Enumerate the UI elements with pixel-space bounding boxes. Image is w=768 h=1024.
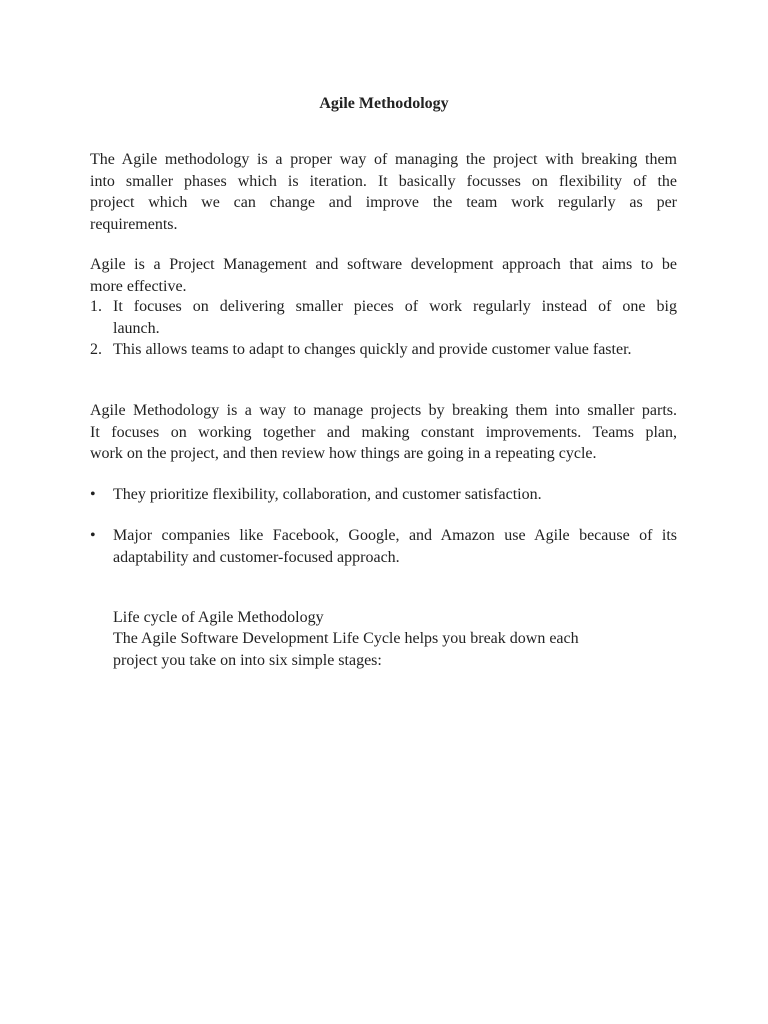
bullet-line: adaptability and customer-focused approach. xyxy=(113,548,400,566)
list-item xyxy=(90,296,677,339)
paragraph-line: work on the project, and then review how things are going in a repeating cycle. xyxy=(90,445,597,463)
definition-paragraph xyxy=(90,254,677,297)
paragraph-line: It focuses on working together and making constant improvements. Teams plan, xyxy=(90,423,677,441)
bullet-icon: • xyxy=(90,527,96,544)
list-item-text xyxy=(113,339,677,361)
list-item-text xyxy=(113,296,677,339)
list-item-line: This allows teams to adapt to changes quickly and provide customer value faster. xyxy=(113,341,632,359)
list-number: 2. xyxy=(90,341,102,359)
paragraph-line: project you take on into six simple stages: xyxy=(113,651,382,669)
lifecycle-paragraph xyxy=(113,628,633,671)
paragraph-line: Agile is a Project Management and software development approach that aims to be xyxy=(90,256,677,273)
overview-paragraph xyxy=(90,400,677,465)
paragraph-line: Agile Methodology is a way to manage projects by breaking them into smaller parts. xyxy=(90,402,677,419)
paragraph-line: project which we can change and improve the team work regularly as per xyxy=(90,194,677,212)
paragraph-line: more effective. xyxy=(90,277,187,295)
document-title: Agile Methodology xyxy=(319,95,449,112)
list-item xyxy=(90,339,677,361)
bullet-item xyxy=(90,525,677,568)
bullet-item xyxy=(90,484,677,506)
bullet-line: They prioritize flexibility, collaboration, and customer satisfaction. xyxy=(113,486,542,503)
paragraph-line: The Agile methodology is a proper way of managing the project with breaking them xyxy=(90,151,677,168)
bullet-text xyxy=(113,484,677,506)
paragraph-line: The Agile Software Development Life Cycle helps you break down each xyxy=(113,630,579,647)
list-number: 1. xyxy=(90,298,102,315)
intro-paragraph xyxy=(90,149,677,235)
list-item-line: It focuses on delivering smaller pieces of work regularly instead of one big xyxy=(113,298,677,315)
bullet-icon: • xyxy=(90,486,96,503)
bullet-line: Major companies like Facebook, Google, and Amazon use Agile because of its xyxy=(113,527,677,544)
list-item-line: launch. xyxy=(113,319,160,337)
paragraph-line: requirements. xyxy=(90,215,178,233)
lifecycle-heading: Life cycle of Agile Methodology xyxy=(113,609,324,626)
paragraph-line: into smaller phases which is iteration. It basically focusses on flexibility of the xyxy=(90,172,677,190)
bullet-text xyxy=(113,525,677,568)
numbered-list xyxy=(90,296,677,361)
